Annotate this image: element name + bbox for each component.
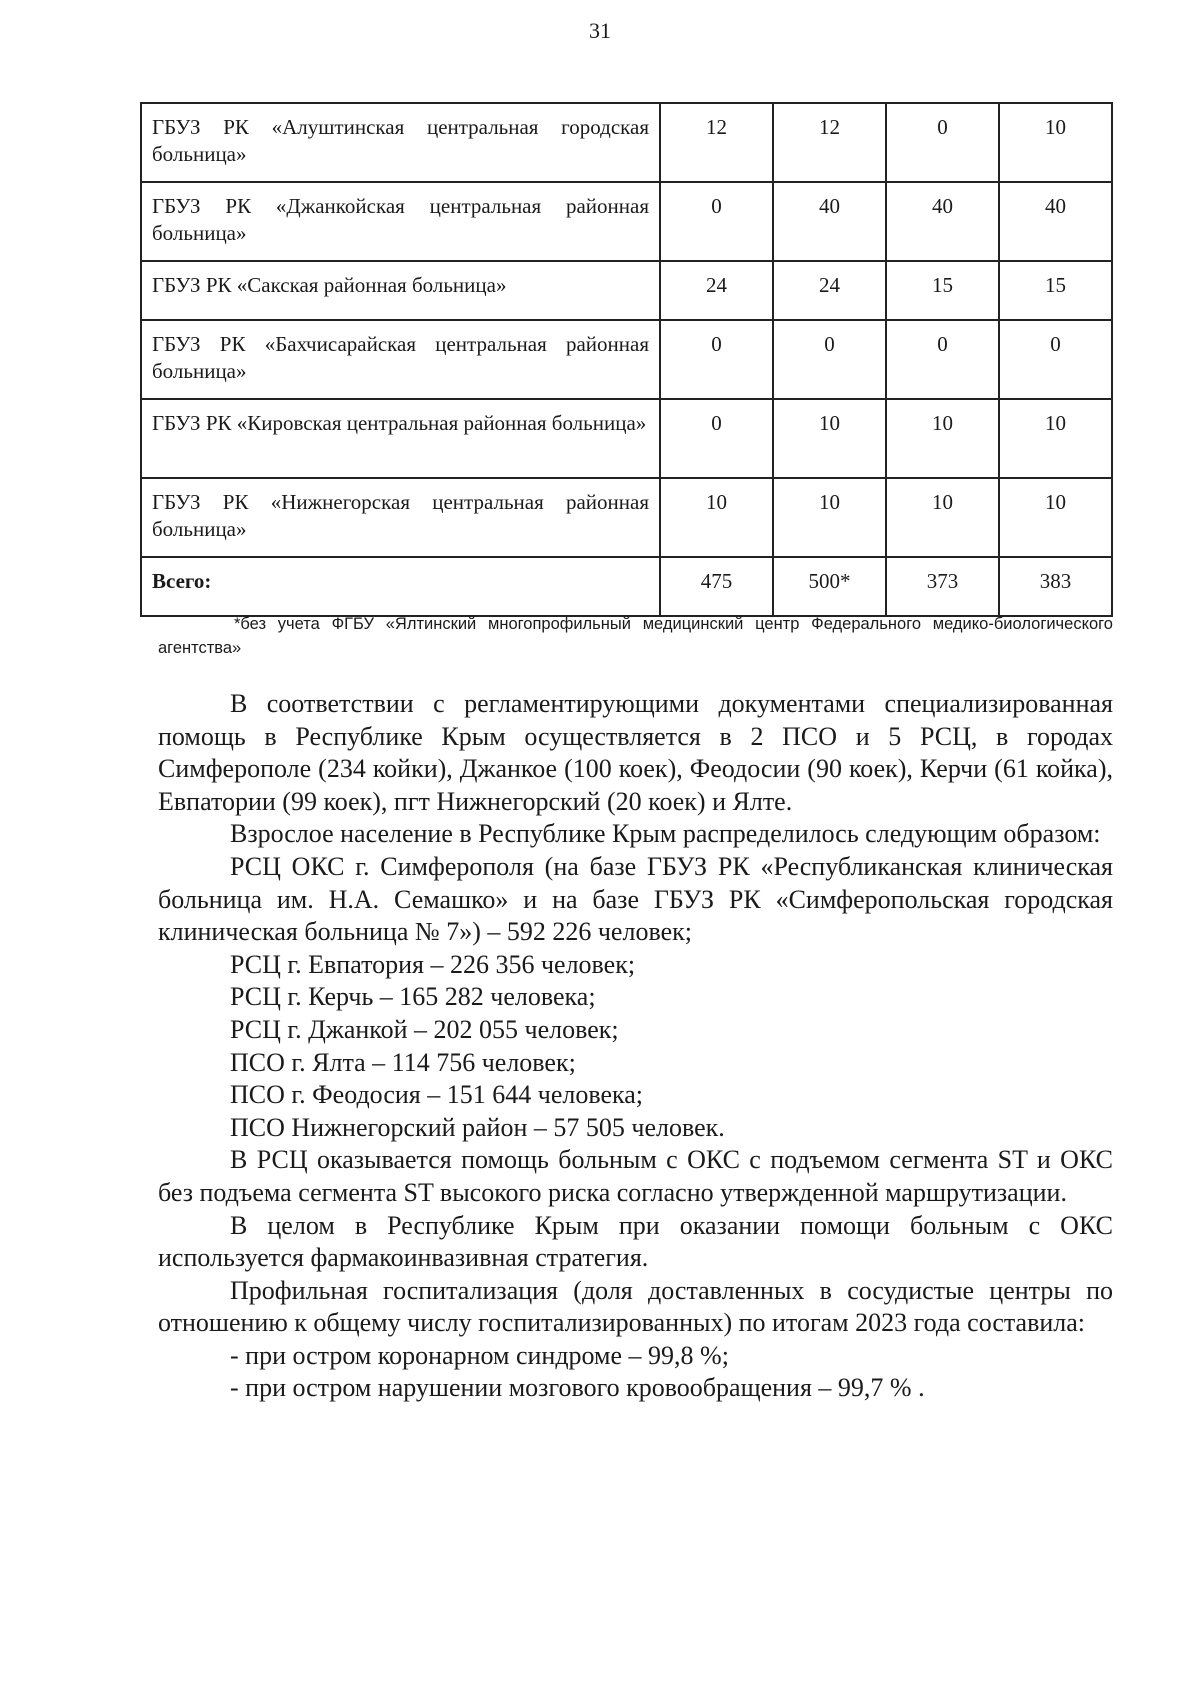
value-cell: 24 [773,261,886,320]
value-cell: 0 [660,320,773,399]
list-item: РСЦ г. Керчь – 165 282 человека; [230,982,596,1012]
paragraph: В целом в Республике Крым при оказании помощи больным с ОКС используется фармакоинвазивная стратегия. [158,1210,1113,1273]
paragraph: Профильная госпитализация (доля доставленных в сосудистые центры по отношению к общему числу госпитализированных) по итогам 2023 года составила: [158,1275,1113,1338]
value-cell: 15 [886,261,999,320]
hospital-name-cell: ГБУЗ РК «Сакская районная больница» [141,261,660,320]
list-item: - при остром коронарном синдроме – 99,8 %; [230,1340,729,1370]
value-cell: 10 [886,478,999,557]
total-value-cell: 500* [773,557,886,616]
hospital-beds-table [140,102,1113,617]
total-label-cell [141,557,660,616]
list-item: ПСО Нижнегорский район – 57 505 человек. [230,1112,725,1142]
value-cell: 0 [660,182,773,261]
list-item: ПСО г. Феодосия – 151 644 человека; [230,1080,644,1110]
list-item: - при остром нарушении мозгового кровообращения – 99,7 % . [230,1373,925,1403]
hospital-name-cell: ГБУЗ РК «Бахчисарайская центральная районная больница» [141,320,660,399]
body-text [158,688,1113,1405]
value-cell: 15 [999,261,1112,320]
value-cell: 0 [999,320,1112,399]
hospital-name-cell: ГБУЗ РК «Джанкойская центральная районная больница» [141,182,660,261]
value-cell: 10 [999,478,1112,557]
total-value-cell: 475 [660,557,773,616]
value-cell: 12 [773,103,886,182]
total-value-cell: 373 [886,557,999,616]
table-total-row [141,557,1112,616]
hospital-name-cell: ГБУЗ РК «Кировская центральная районная больница» [141,399,660,478]
value-cell: 0 [886,320,999,399]
table-footnote: *без учета ФГБУ «Ялтинский многопрофильный медицинский центр Федерального медико-биологического агентства» [158,615,1113,657]
paragraph: РСЦ ОКС г. Симферополя (на базе ГБУЗ РК «Республиканская клиническая больница им. Н.А. Семашко» и на базе ГБУЗ РК «Симферопольская городская клиническая больница № 7») – 592 226 человек; [158,851,1113,947]
value-cell: 10 [999,103,1112,182]
total-label: Всего: [152,569,212,593]
value-cell: 0 [773,320,886,399]
page-number: 31 [589,18,611,43]
total-value-cell: 383 [999,557,1112,616]
hospital-name-cell: ГБУЗ РК «Алуштинская центральная городская больница» [141,103,660,182]
value-cell: 0 [886,103,999,182]
value-cell: 40 [886,182,999,261]
paragraph: Взрослое население в Республике Крым распределилось следующим образом: [230,819,1101,849]
hospital-name-cell: ГБУЗ РК «Нижнегорская центральная районная больница» [141,478,660,557]
value-cell: 10 [999,399,1112,478]
list-item: РСЦ г. Евпатория – 226 356 человек; [230,949,636,979]
value-cell: 12 [660,103,773,182]
value-cell: 10 [773,478,886,557]
value-cell: 10 [660,478,773,557]
paragraph: В соответствии с регламентирующими документами специализированная помощь в Республике Крым осуществляется в 2 ПСО и 5 РСЦ, в городах Симферополе (234 койки), Джанкое (100 коек), Феодосии (90 коек), Керчи (61 койка), Евпатории (99 коек), пгт Нижнегорский (20 коек) и Ялте. [158,689,1113,816]
value-cell: 40 [999,182,1112,261]
table-row [141,182,1112,261]
paragraph: В РСЦ оказывается помощь больным с ОКС с подъемом сегмента ST и ОКС без подъема сегмента ST высокого риска согласно утвержденной маршрутизации. [158,1145,1113,1207]
table-row [141,478,1112,557]
list-item: ПСО г. Ялта – 114 756 человек; [230,1047,576,1077]
table-row [141,261,1112,320]
table-row [141,320,1112,399]
value-cell: 10 [886,399,999,478]
value-cell: 10 [773,399,886,478]
list-item: РСЦ г. Джанкой – 202 055 человек; [230,1014,619,1044]
value-cell: 40 [773,182,886,261]
table-row [141,399,1112,478]
value-cell: 0 [660,399,773,478]
value-cell: 24 [660,261,773,320]
table-row [141,103,1112,182]
